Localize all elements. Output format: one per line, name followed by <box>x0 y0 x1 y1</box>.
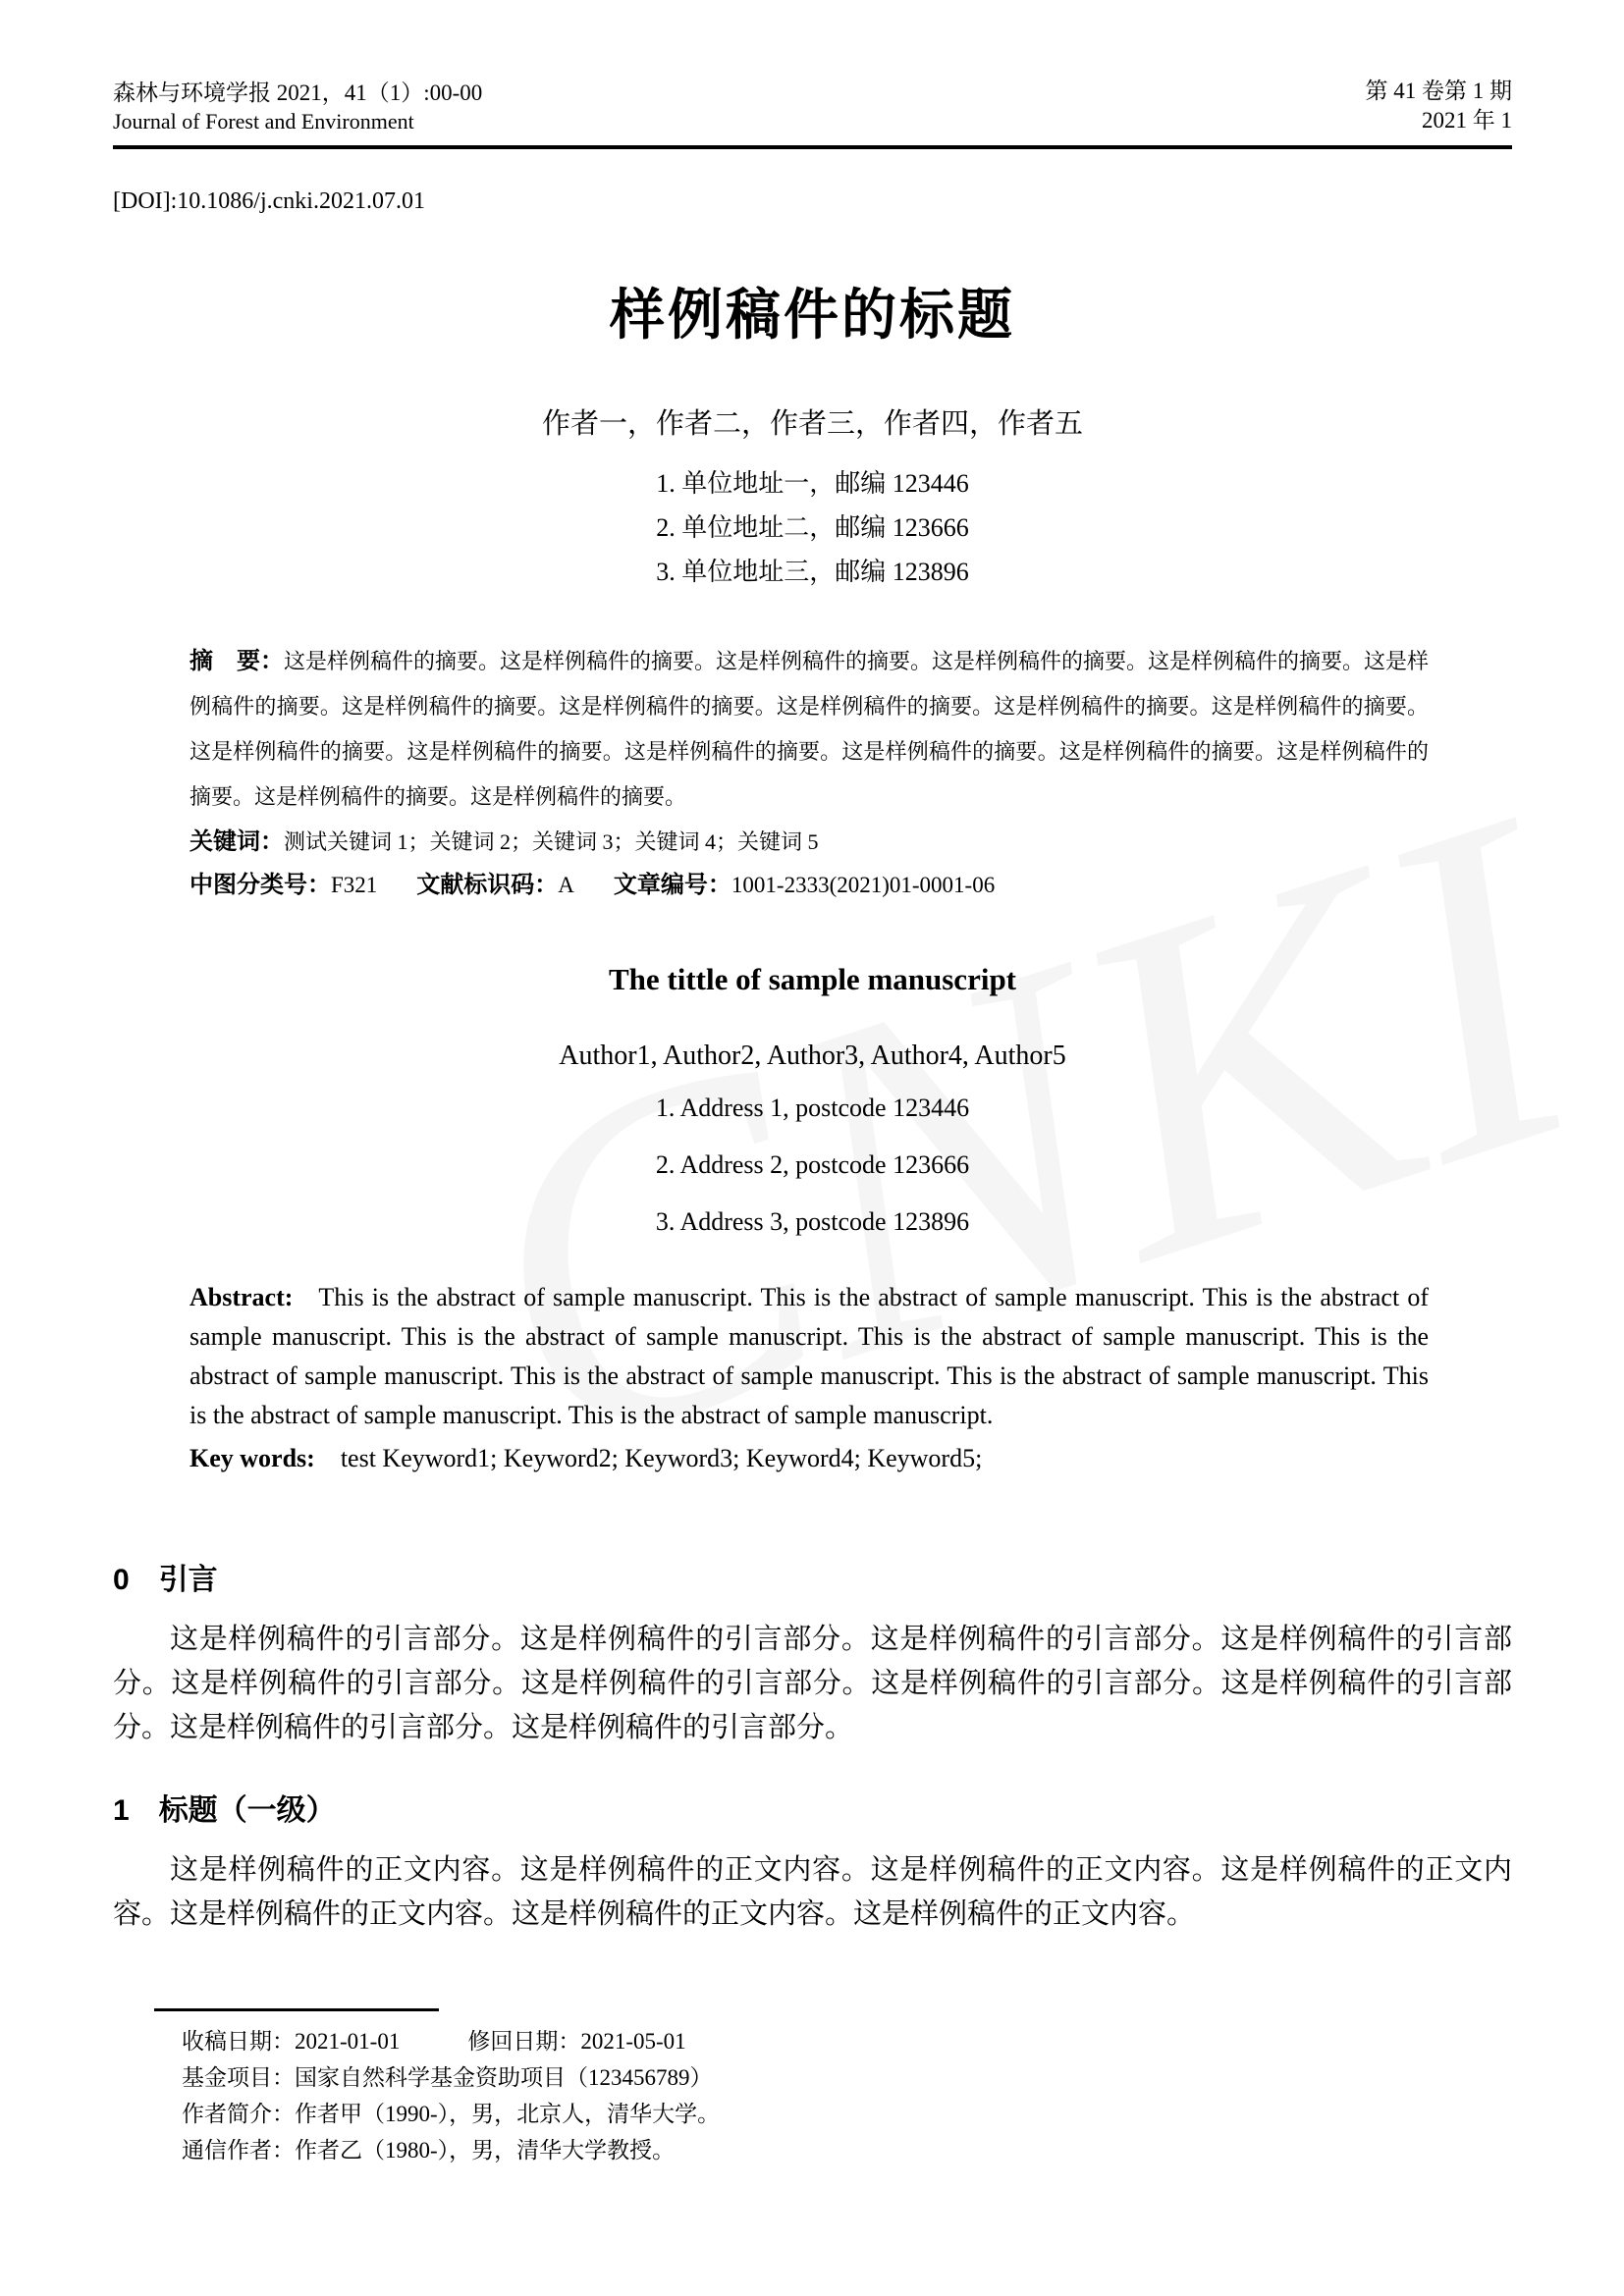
footnote-received-date: 收稿日期：2021-01-01 修回日期：2021-05-01 <box>182 2029 686 2054</box>
section-title-1: 标题（一级） <box>158 1794 336 1827</box>
keywords-cn <box>189 820 1429 864</box>
keywords-label-cn: 关键词： <box>189 828 284 855</box>
running-head-right <box>1366 77 1513 135</box>
volume-issue: 第 41 卷第 1 期 <box>1365 79 1512 103</box>
affiliation-cn-3: 3. 单位地址三，邮编 123896 <box>656 558 969 586</box>
authors-en: Author1, Author2, Author3, Author4, Author5 <box>559 1041 1066 1071</box>
section-title-0: 引言 <box>158 1564 218 1596</box>
footnote-corresponding-author: 通信作者：作者乙（1980-），男，清华大学教授。 <box>182 2138 676 2163</box>
section-number-0: 0 <box>113 1564 130 1596</box>
keywords-en <box>189 1437 1429 1480</box>
keywords-text-en: test Keyword1; Keyword2; Keyword3; Keyword4; Keyword5; <box>340 1444 983 1472</box>
doc-code-label: 文献标识码： <box>416 872 559 898</box>
affiliation-cn-1: 1. 单位地址一，邮编 123446 <box>656 469 969 498</box>
clc-line <box>189 864 1429 907</box>
footnote-fund-project: 基金项目：国家自然科学基金资助项目（123456789） <box>182 2065 713 2090</box>
abstract-text-cn: 这是样例稿件的摘要。这是样例稿件的摘要。这是样例稿件的摘要。这是样例稿件的摘要。这是样例稿件的摘要。这是样例稿件的摘要。这是样例稿件的摘要。这是样例稿件的摘要。这是样例稿件的摘要。这是样例稿件的摘要。这是样例稿件的摘要。这是样例稿件的摘要。这是样例稿件的摘要。这是样例稿件的摘要。这是样例稿件的摘要。这是样例稿件的摘要。这是样例稿件的摘要。这是样例稿件的摘要。这是样例稿件的摘要。 <box>189 649 1430 809</box>
footnote-rule <box>154 2008 439 2011</box>
section-heading-1 <box>113 1786 1512 1829</box>
doi: [DOI]:10.1086/j.cnki.2021.07.01 <box>113 188 425 214</box>
affiliation-en-1: 1. Address 1, postcode 123446 <box>655 1094 970 1122</box>
journal-name-cn: 森林与环境学报 2021，41（1）:00-00 <box>113 80 483 105</box>
body-paragraph: 这是样例稿件的正文内容。这是样例稿件的正文内容。这是样例稿件的正文内容。这是样例稿件的正文内容。这是样例稿件的正文内容。这是样例稿件的正文内容。这是样例稿件的正文内容。 <box>113 1854 1512 1930</box>
affiliations-en <box>113 1080 1512 1251</box>
affiliation-cn-2: 2. 单位地址二，邮编 123666 <box>656 513 969 542</box>
affiliations-cn <box>113 461 1512 594</box>
affiliation-en-2: 2. Address 2, postcode 123666 <box>655 1150 970 1179</box>
clc-label: 中图分类号： <box>189 872 331 898</box>
running-head-left <box>113 79 482 135</box>
abstract-label-en: Abstract: <box>189 1283 294 1311</box>
article-title-cn: 样例稿件的标题 <box>610 284 1015 346</box>
article-title-en: The tittle of sample manuscript <box>608 962 1017 996</box>
article-id-label: 文章编号： <box>613 872 731 898</box>
running-head <box>113 77 1512 149</box>
abstract-label-cn: 摘 要： <box>189 648 284 674</box>
footnote-block <box>154 2008 720 2168</box>
keywords-text-cn: 测试关键词 1；关键词 2；关键词 3；关键词 4；关键词 5 <box>284 829 819 854</box>
footnote-author-bio: 作者简介：作者甲（1990-），男，北京人，清华大学。 <box>182 2102 721 2126</box>
keywords-label-en: Key words: <box>189 1444 315 1472</box>
clc-number: F321 <box>331 873 378 897</box>
section-heading-0 <box>113 1555 1512 1598</box>
article-id: 1001-2333(2021)01-0001-06 <box>731 873 996 897</box>
abstract-en <box>189 1278 1429 1435</box>
authors-cn: 作者一，作者二，作者三，作者四，作者五 <box>541 408 1083 440</box>
intro-paragraph: 这是样例稿件的引言部分。这是样例稿件的引言部分。这是样例稿件的引言部分。这是样例稿件的引言部分。这是样例稿件的引言部分。这是样例稿件的引言部分。这是样例稿件的引言部分。这是样例稿件的引言部分。这是样例稿件的引言部分。这是样例稿件的引言部分。 <box>113 1624 1512 1743</box>
affiliation-en-3: 3. Address 3, postcode 123896 <box>655 1207 970 1236</box>
publication-year: 2021 年 1 <box>1422 108 1512 133</box>
doc-code: A <box>558 873 574 897</box>
section-number-1: 1 <box>113 1794 130 1827</box>
abstract-text-en: This is the abstract of sample manuscript. This is the abstract of sample manuscript. This is the abstract of sample manuscript. This is the abstract of sample manuscript. This is the abstract of sample manuscript. This is the abstract of sample manuscript. This is the abstract of sample manuscript. This is the abstract of sample manuscript. This is the abstract of sample manuscript. This is the abstract of sample manuscript. <box>189 1283 1429 1429</box>
abstract-cn <box>189 639 1429 820</box>
journal-name-en: Journal of Forest and Environment <box>113 109 414 133</box>
